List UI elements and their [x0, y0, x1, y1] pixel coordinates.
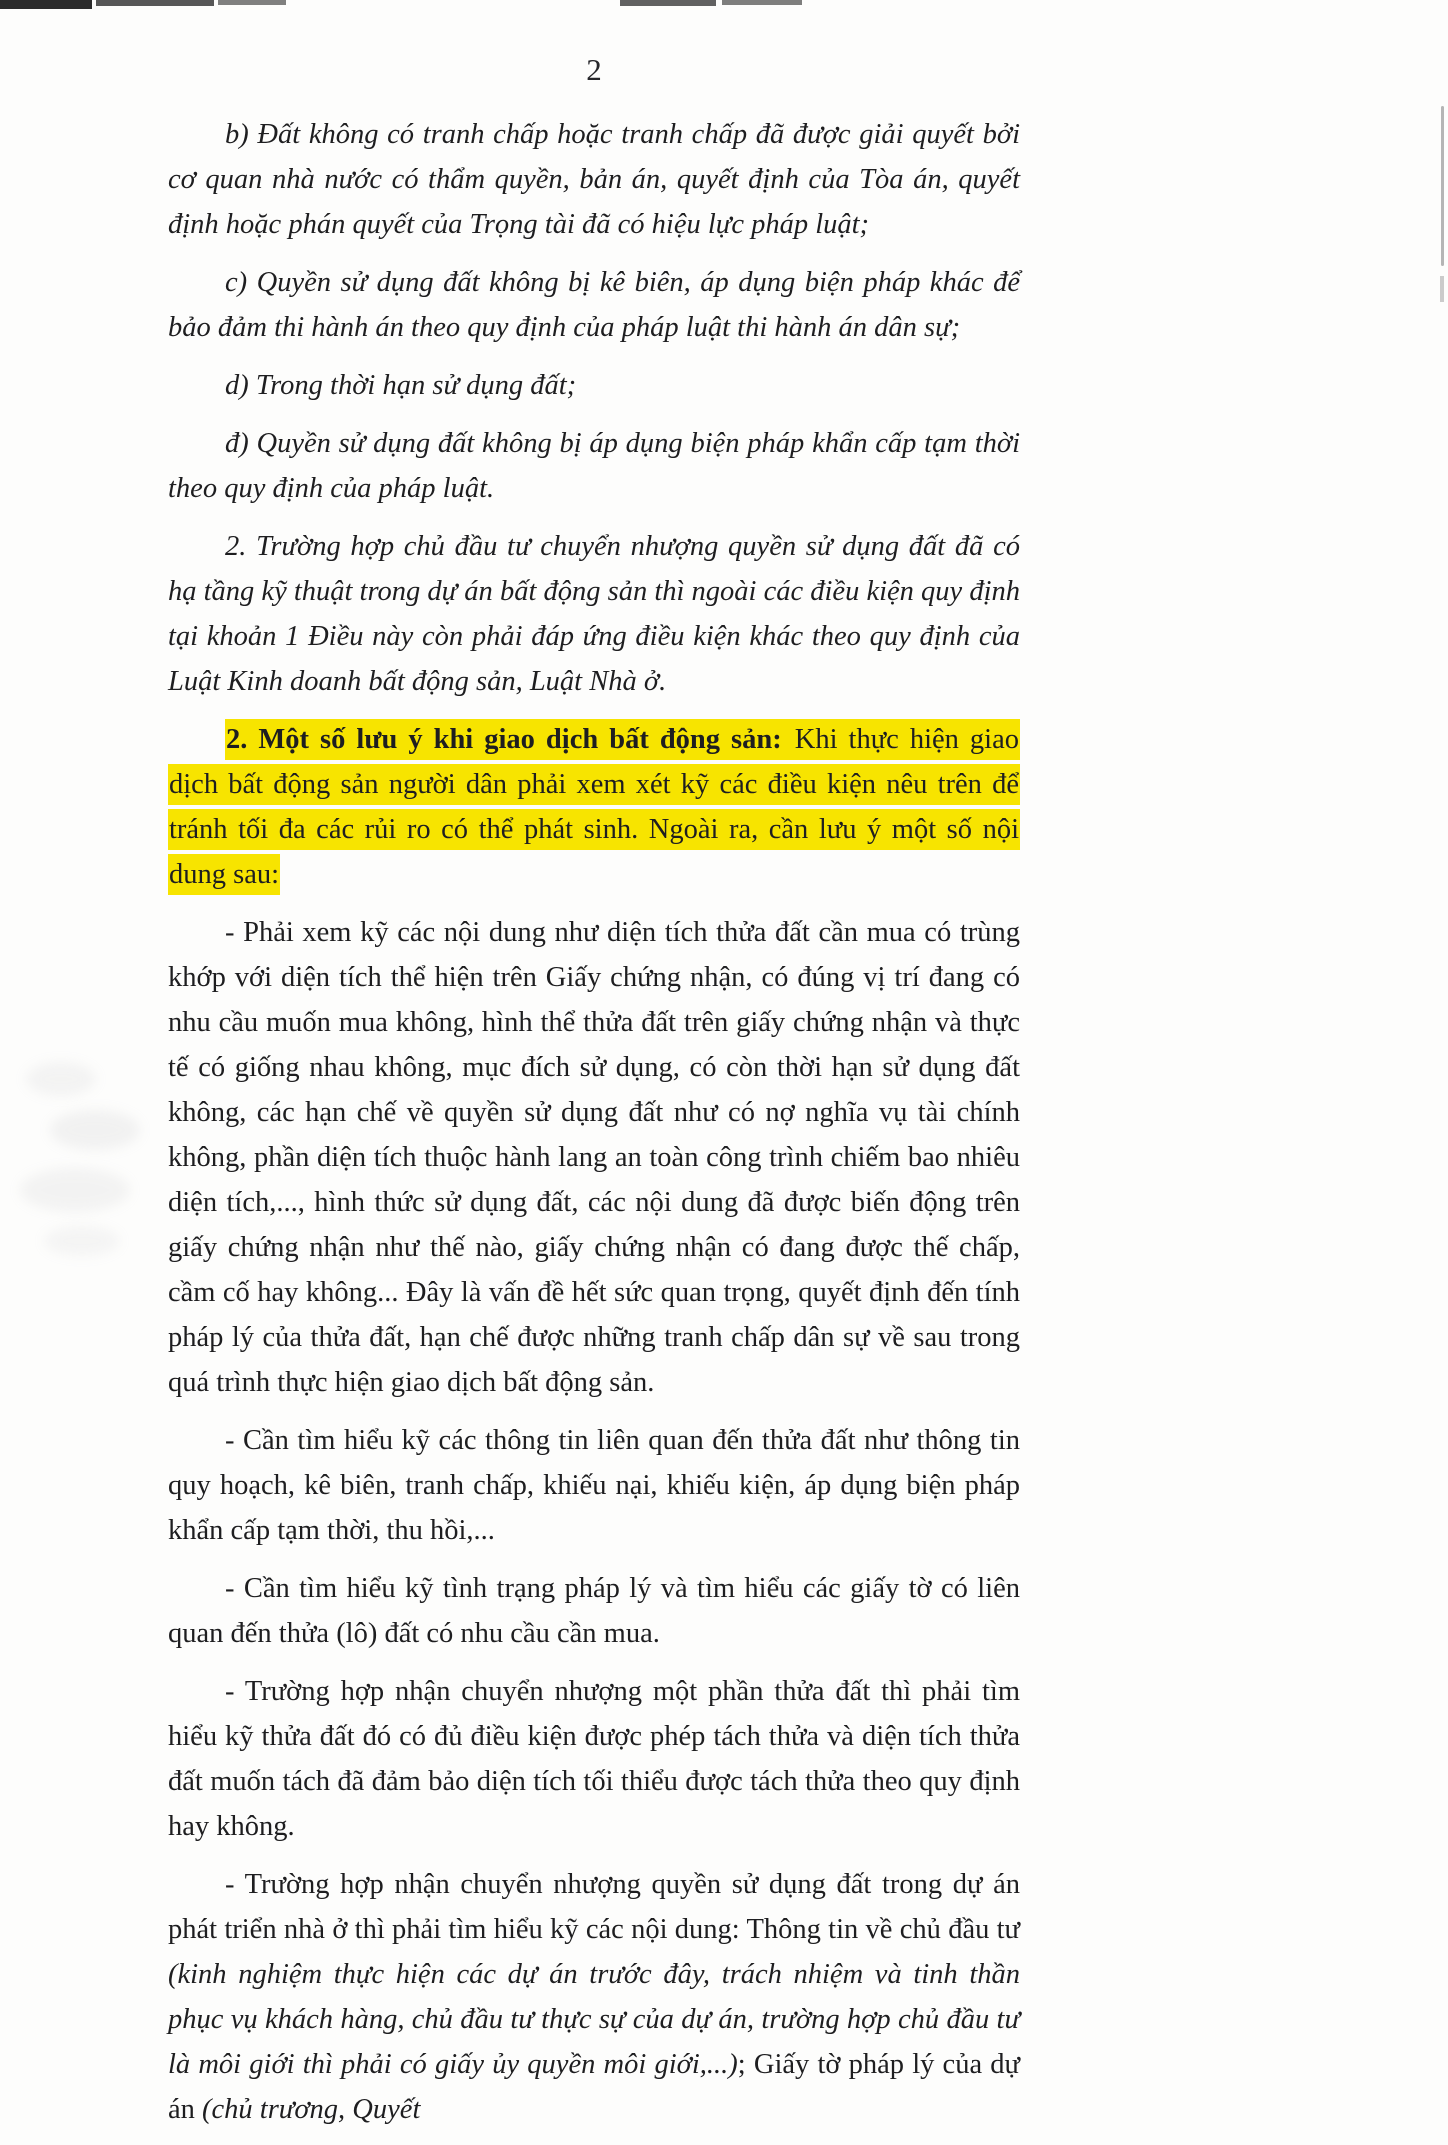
text-run: (kinh nghiệm thực hiện các dự án trước đây, trách nhiệm và tinh thần phục vụ khách hàng, chủ đầu tư thực sự của dự án, trường hợp chủ đầu tư là môi giới thì phải có giấy ủy quyền môi giới,...)	[168, 1959, 1020, 2080]
text-run: - Cần tìm hiểu kỹ các thông tin liên quan đến thửa đất như thông tin quy hoạch, kê biên, tranh chấp, khiếu nại, khiếu kiện, áp dụng biện pháp khẩn cấp tạm thời, thu hồi,...	[168, 1425, 1020, 1546]
text-run: c) Quyền sử dụng đất không bị kê biên, áp dụng biện pháp khác để bảo đảm thi hành án theo quy định của pháp luật thi hành án dân sự;	[168, 267, 1020, 343]
text-run: d) Trong thời hạn sử dụng đất;	[225, 370, 577, 401]
scan-artifact-top-left	[0, 0, 92, 9]
text-run: đ) Quyền sử dụng đất không bị áp dụng biện pháp khẩn cấp tạm thời theo quy định của pháp luật.	[168, 428, 1020, 504]
text-run: - Cần tìm hiểu kỹ tình trạng pháp lý và tìm hiểu các giấy tờ có liên quan đến thửa (lô) đất có nhu cầu cần mua.	[168, 1573, 1020, 1649]
scan-artifact-right-edge-mark	[1440, 276, 1444, 302]
paragraph-bullet-check-contents	[168, 910, 1020, 1405]
paragraph-bullet-related-info	[168, 1418, 1020, 1553]
text-run: (chủ trương, Quyết	[202, 2094, 421, 2125]
paragraph-clause-dd	[168, 421, 1020, 511]
paragraph-clause-d	[168, 363, 1020, 408]
highlighted-text: Khi thực hiện giao dịch bất động sản người dân phải xem xét kỹ các điều kiện nêu trên để tránh tối đa các rủi ro có thể phát sinh. Ngoài ra, cần lưu ý một số nội dung sau:	[168, 719, 1020, 895]
paragraph-section-2-notes-highlighted	[168, 717, 1020, 897]
scan-artifact-top-left	[218, 0, 286, 5]
scan-artifact-top-middle	[722, 0, 802, 5]
scan-artifact-top-left	[96, 0, 214, 6]
text-run: - Trường hợp nhận chuyển nhượng quyền sử dụng đất trong dự án phát triển nhà ở thì phải tìm hiểu kỹ các nội dung: Thông tin về chủ đầu tư	[168, 1869, 1020, 1945]
paragraph-clause-b	[168, 112, 1020, 247]
scan-artifact-right-edge-line	[1441, 106, 1444, 266]
scan-smudge	[50, 1110, 140, 1150]
scan-artifact-top-middle	[620, 0, 716, 6]
text-run: b) Đất không có tranh chấp hoặc tranh chấp đã được giải quyết bởi cơ quan nhà nước có thẩm quyền, bản án, quyết định của Tòa án, quyết định hoặc phán quyết của Trọng tài đã có hiệu lực pháp luật;	[168, 119, 1020, 240]
paragraph-bullet-project-transfer	[168, 1862, 1020, 2132]
text-run: - Trường hợp nhận chuyển nhượng một phần thửa đất thì phải tìm hiểu kỹ thửa đất đó có đủ điều kiện được phép tách thửa và diện tích thửa đất muốn tách đã đảm bảo diện tích tối thiểu được tách thửa theo quy định hay không.	[168, 1676, 1020, 1842]
highlighted-text: 2. Một số lưu ý khi giao dịch bất động sản:	[225, 719, 794, 760]
paragraph-section-2-case	[168, 524, 1020, 704]
text-run: 2. Trường hợp chủ đầu tư chuyển nhượng quyền sử dụng đất đã có hạ tầng kỹ thuật trong dự án bất động sản thì ngoài các điều kiện quy định tại khoản 1 Điều này còn phải đáp ứng điều kiện khác theo quy định của Luật Kinh doanh bất động sản, Luật Nhà ở.	[168, 531, 1020, 697]
paragraph-bullet-legal-status	[168, 1566, 1020, 1656]
text-run: - Phải xem kỹ các nội dung như diện tích thửa đất cần mua có trùng khớp với diện tích thể hiện trên Giấy chứng nhận, có đúng vị trí đang có nhu cầu muốn mua không, hình thể thửa đất trên giấy chứng nhận và thực tế có giống nhau không, mục đích sử dụng, có còn thời hạn sử dụng đất không, các hạn chế về quyền sử dụng đất như có nợ nghĩa vụ tài chính không, phần diện tích thuộc hành lang an toàn công trình chiếm bao nhiêu diện tích,..., hình thức sử dụng đất, các nội dung đã được biến động trên giấy chứng nhận như thế nào, giấy chứng nhận có đang được thế chấp, cầm cố hay không... Đây là vấn đề hết sức quan trọng, quyết định đến tính pháp lý của thửa đất, hạn chế được những tranh chấp dân sự về sau trong quá trình thực hiện giao dịch bất động sản.	[168, 917, 1020, 1398]
document-body	[168, 112, 1020, 2145]
scan-smudge	[44, 1226, 120, 1256]
paragraph-bullet-partial-transfer	[168, 1669, 1020, 1849]
scan-smudge	[20, 1168, 130, 1212]
page-number: 2	[586, 52, 602, 87]
text-run: ; Giấy tờ pháp lý của dự án	[168, 2049, 1020, 2125]
scan-smudge	[26, 1062, 96, 1096]
paragraph-clause-c	[168, 260, 1020, 350]
